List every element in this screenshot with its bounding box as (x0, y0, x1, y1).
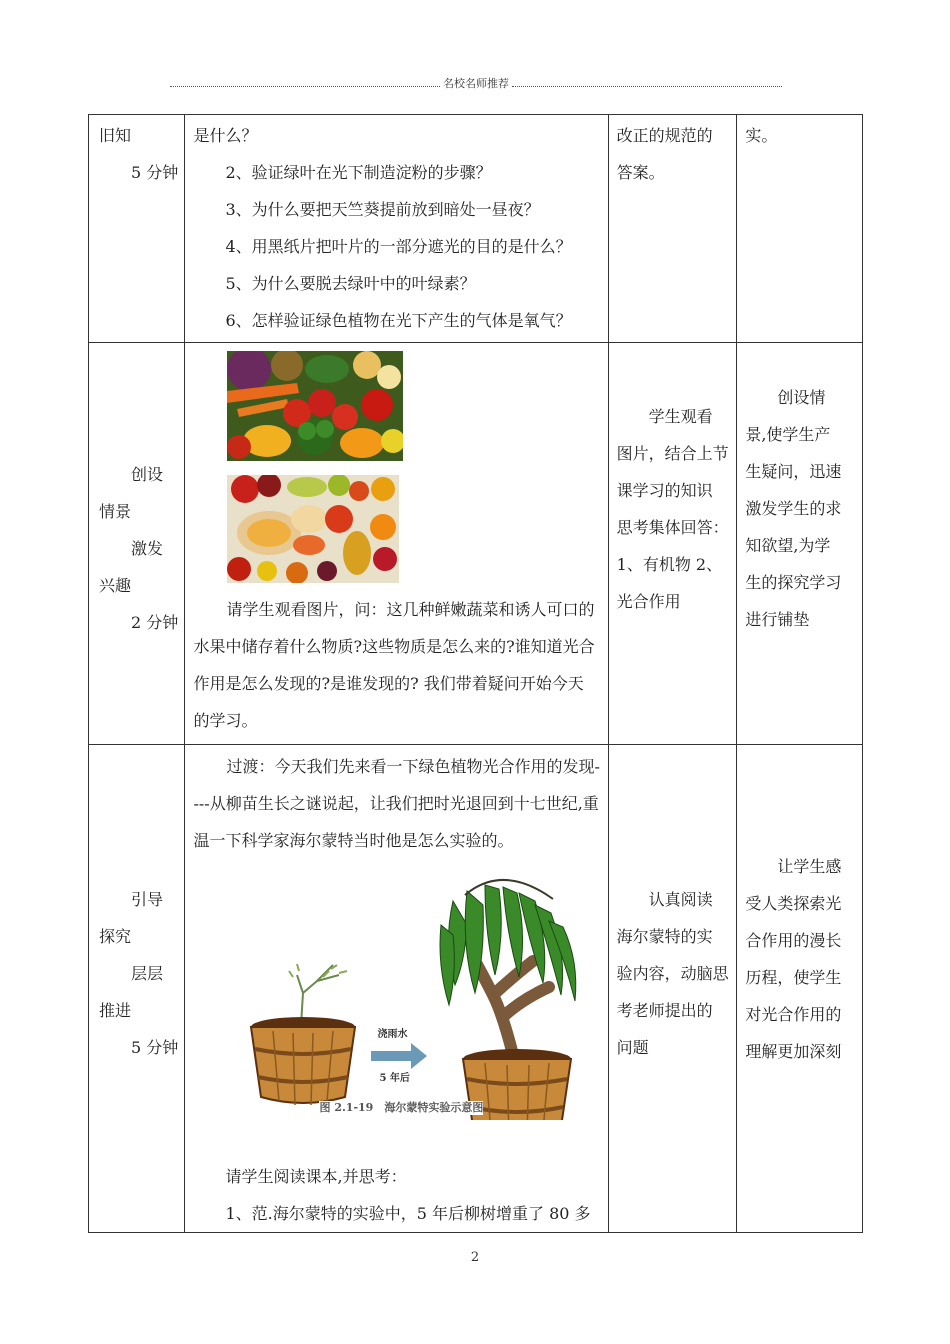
content-line: 2、验证绿叶在光下制造淀粉的步骤？ (225, 163, 492, 182)
student-line: 思考集体回答： (616, 517, 729, 537)
table-row (89, 343, 863, 745)
purpose-line: 知欲望,为学 (745, 536, 831, 555)
reading-instruction: 请学生阅读课本,并思考： (225, 1167, 407, 1186)
content-line: 6、怎样验证绿色植物在光下产生的气体是氧气？ (225, 311, 572, 330)
arrow-label-bottom: 5 年后 (379, 1073, 410, 1084)
table-row (89, 115, 863, 343)
question-paragraph: 请学生观看图片，问：这几种鲜嫩蔬菜和诱人可口的水果中储存着什么物质?这些物质是怎么来的?谁知道光合作用是怎么发现的?是谁发现的? 我们带着疑问开始今天的学习。 (193, 600, 595, 730)
purpose-line: 生疑问，迅速 (745, 462, 842, 481)
page-number: 2 (470, 1250, 480, 1265)
content-line: 是什么？ (193, 126, 258, 145)
question-line: 1、范.海尔蒙特的实验中，5 年后柳树增重了 80 多 (225, 1204, 591, 1223)
table-row (89, 745, 863, 1233)
student-cell (608, 115, 737, 343)
purpose-line: 历程，使学生 (745, 967, 842, 987)
student-line: 认真阅读 (648, 890, 713, 909)
stage-label: 探究 (99, 927, 132, 946)
header-dots-right (512, 78, 782, 87)
student-line: 图片，结合上节 (616, 443, 729, 463)
student-line: 答案。 (616, 163, 665, 182)
stage-time: 5 分钟 (131, 1038, 179, 1057)
purpose-line: 让学生感 (777, 856, 842, 876)
content-line: 5、为什么要脱去绿叶中的叶绿素？ (225, 274, 476, 293)
stage-label: 激发 (131, 539, 164, 558)
content-cell (185, 745, 608, 1233)
lesson-table (88, 114, 863, 1233)
stage-label: 兴趣 (99, 576, 132, 595)
stage-label: 创设 (131, 465, 164, 484)
student-line: 光合作用 (616, 591, 681, 611)
stage-label: 引导 (131, 890, 164, 909)
purpose-cell (737, 115, 863, 343)
student-line: 海尔蒙特的实 (616, 927, 713, 946)
content-cell (185, 343, 608, 745)
student-line: 改正的规范的 (616, 126, 713, 145)
student-line: 验内容，动脑思 (616, 964, 729, 983)
purpose-line: 进行铺垫 (745, 610, 810, 629)
arrow-label-top: 浇雨水 (377, 1029, 408, 1040)
stage-time: 5 分钟 (131, 163, 179, 182)
content-line: 3、为什么要把天竺葵提前放到暗处一昼夜？ (225, 200, 540, 219)
stage-time: 2 分钟 (131, 613, 179, 632)
vegetables-image (227, 351, 403, 461)
purpose-line: 生的探究学习 (745, 573, 842, 592)
purpose-line: 合作用的漫长 (745, 930, 842, 950)
stage-cell (89, 115, 185, 343)
student-line: 课学习的知识 (616, 480, 713, 500)
header-text: 名校名师推荐 (443, 77, 509, 90)
stage-label: 推进 (99, 1001, 132, 1020)
purpose-line: 受人类探索光 (745, 893, 842, 913)
purpose-line: 景,使学生产 (745, 425, 831, 444)
fruits-image (227, 475, 399, 583)
student-line: 学生观看 (648, 406, 713, 426)
purpose-line: 激发学生的求 (745, 499, 842, 518)
purpose-line: 理解更加深刻 (745, 1041, 842, 1061)
page-header (170, 74, 782, 92)
figure-caption: 图 2.1-19 海尔蒙特实验示意图 (319, 1101, 484, 1114)
student-line: 问题 (616, 1038, 649, 1057)
stage-cell (89, 745, 185, 1233)
purpose-line: 创设情 (777, 388, 826, 407)
student-cell (608, 745, 737, 1233)
experiment-figure (193, 865, 603, 1120)
purpose-line: 对光合作用的 (745, 1004, 842, 1024)
header-dots-left (170, 78, 440, 87)
purpose-line: 实。 (745, 126, 778, 145)
stage-label: 情景 (99, 502, 132, 521)
student-cell (608, 343, 737, 745)
stage-label: 层层 (131, 964, 164, 983)
content-cell (185, 115, 608, 343)
stage-cell (89, 343, 185, 745)
stage-label: 旧知 (99, 126, 132, 145)
student-line: 1、有机物 2、 (616, 554, 723, 574)
student-line: 考老师提出的 (616, 1001, 713, 1020)
purpose-cell (737, 745, 863, 1233)
purpose-cell (737, 343, 863, 745)
content-line: 4、用黑纸片把叶片的一部分遮光的目的是什么？ (225, 237, 572, 256)
transition-paragraph: 过渡：今天我们先来看一下绿色植物光合作用的发现----从柳苗生长之谜说起，让我们把时光退回到十七世纪,重温一下科学家海尔蒙特当时他是怎么实验的。 (193, 757, 600, 850)
